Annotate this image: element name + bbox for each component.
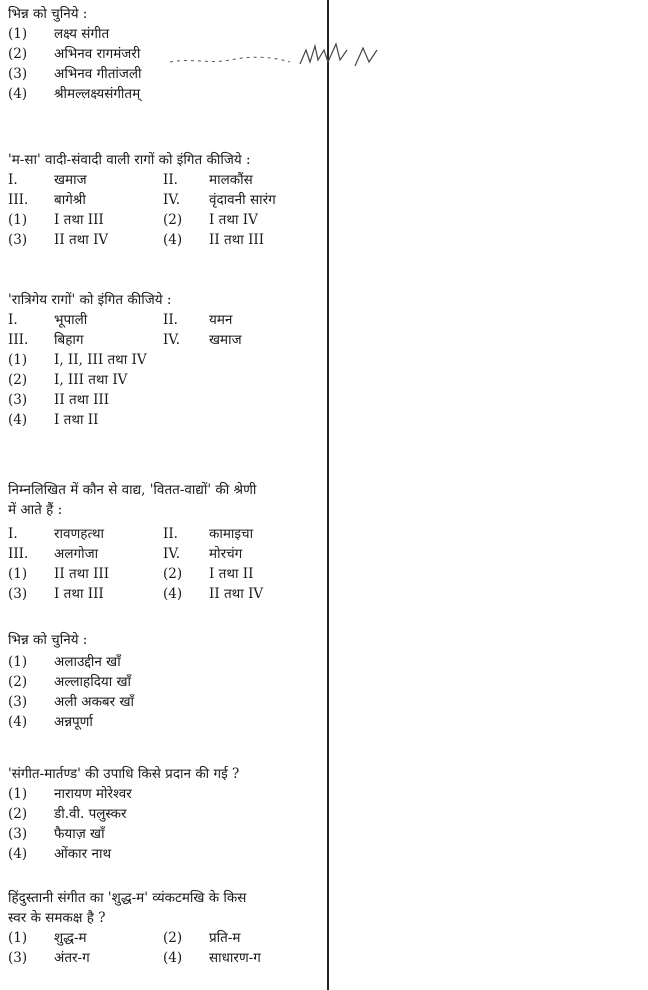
option[interactable]: (2) अल्लाहदिया खाँ (8, 674, 132, 690)
option[interactable]: (4) अन्नपूर्णा (8, 714, 93, 730)
option[interactable]: (1) अलाउद्दीन खाँ (8, 654, 121, 670)
question-7-hindi (8, 888, 320, 968)
item-row: III. बिहाग IV. खमाज (8, 332, 242, 348)
option[interactable]: (1) नारायण मोरेश्वर (8, 786, 132, 802)
option[interactable]: (3) II तथा III (8, 392, 110, 408)
item-row: I. भूपाली II. यमन (8, 312, 233, 328)
option[interactable]: (4) I तथा II (8, 412, 99, 428)
option[interactable]: (4) श्रीमल्लक्ष्यसंगीतम् (8, 86, 141, 102)
item-row: I. रावणहत्था II. कामाइचा (8, 526, 254, 542)
question-2-hindi (8, 150, 320, 250)
question-stem: हिंदुस्तानी संगीत का 'शुद्ध-म' व्यंकटमखि के किस (8, 890, 247, 906)
option-row[interactable]: (3) I तथा III (4) II तथा IV (8, 586, 264, 602)
question-stem: 'रात्रिगेय रागों' को इंगित कीजिये : (8, 292, 172, 308)
question-6-hindi (8, 764, 320, 864)
question-stem-cont: स्वर के समकक्ष है ? (8, 910, 106, 926)
item-row: I. खमाज II. मालकौंस (8, 172, 253, 188)
option[interactable]: (1) I, II, III तथा IV (8, 352, 147, 368)
question-stem: भिन्न को चुनिये : (8, 6, 88, 22)
item-row: III. बागेश्री IV. वृंदावनी सारंग (8, 192, 276, 208)
option-row[interactable]: (1) शुद्ध-म (2) प्रति-म (8, 930, 241, 946)
question-stem: निम्नलिखित में कौन से वाद्य, 'वितत-वाद्यों' की श्रेणी (8, 482, 257, 498)
option[interactable]: (1) लक्ष्य संगीत (8, 26, 110, 42)
option-row[interactable]: (3) II तथा IV (4) II तथा III (8, 232, 265, 248)
option[interactable]: (3) फैयाज़ खाँ (8, 826, 105, 842)
column-divider (327, 0, 329, 990)
item-row: III. अलगोजा IV. मोरचंग (8, 546, 243, 562)
question-stem: 'म-सा' वादी-संवादी वाली रागों को इंगित कीजिये : (8, 152, 251, 168)
question-stem: भिन्न को चुनिये : (8, 632, 88, 648)
option-row[interactable]: (3) अंतर-ग (4) साधारण-ग (8, 950, 261, 966)
question-3-hindi (8, 290, 320, 430)
option[interactable]: (3) अभिनव गीतांजली (8, 66, 142, 82)
question-4-hindi (8, 480, 320, 604)
option[interactable]: (2) अभिनव रागमंजरी (8, 46, 141, 62)
question-1-hindi (8, 4, 320, 104)
option-row[interactable]: (1) I तथा III (2) I तथा IV (8, 212, 258, 228)
question-stem-cont: में आते हैं : (8, 502, 63, 518)
option[interactable]: (2) I, III तथा IV (8, 372, 128, 388)
question-stem: 'संगीत-मार्तण्ड' की उपाधि किसे प्रदान की गई ? (8, 766, 240, 782)
option-row[interactable]: (1) II तथा III (2) I तथा II (8, 566, 254, 582)
option[interactable]: (3) अली अकबर खाँ (8, 694, 134, 710)
question-5-hindi (8, 630, 320, 732)
option[interactable]: (4) ओंकार नाथ (8, 846, 112, 862)
option[interactable]: (2) डी.वी. पलुस्कर (8, 806, 127, 822)
